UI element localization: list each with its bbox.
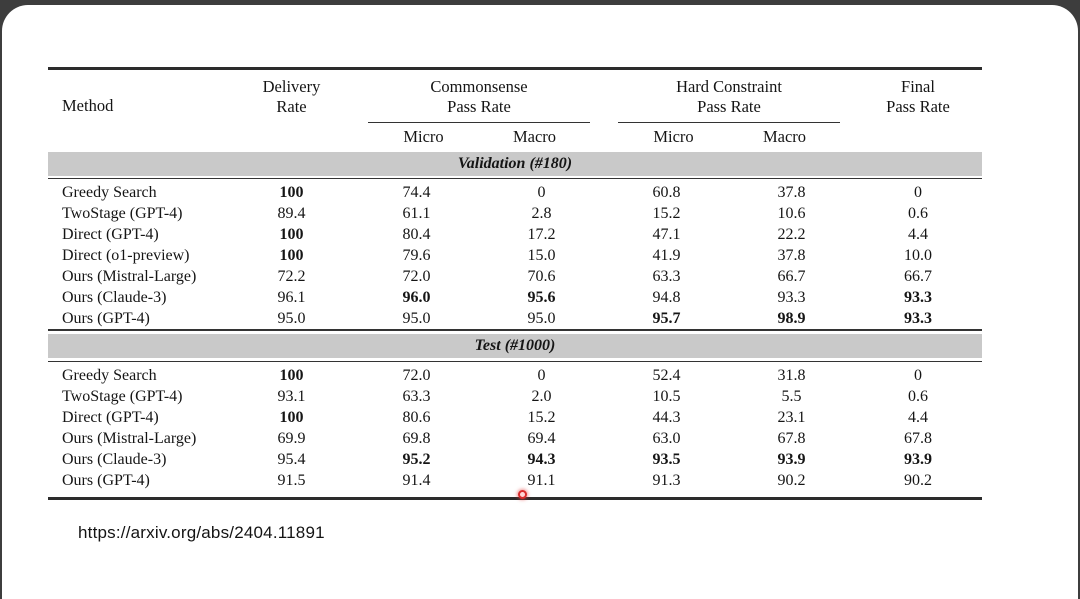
value-cell: 95.2 bbox=[402, 450, 431, 468]
value-cell: 4.4 bbox=[908, 226, 928, 243]
value-cell: 37.8 bbox=[777, 184, 806, 201]
table-row bbox=[48, 470, 982, 499]
method-cell: Ours (Mistral-Large) bbox=[62, 429, 197, 447]
value-cell: 60.8 bbox=[652, 184, 681, 201]
method-cell: Direct (GPT-4) bbox=[62, 226, 159, 243]
value-cell: 95.7 bbox=[652, 310, 681, 327]
table-header bbox=[48, 69, 982, 151]
subheader-commonsense bbox=[354, 119, 604, 151]
value-cell: 63.3 bbox=[402, 387, 431, 405]
value-cell: 93.9 bbox=[777, 450, 806, 468]
value-cell: 17.2 bbox=[527, 226, 556, 243]
value-cell: 0 bbox=[914, 366, 922, 384]
empty-header-cell bbox=[229, 119, 354, 151]
commonsense-line2: Pass Rate bbox=[447, 96, 511, 116]
results-table-wrapper bbox=[48, 67, 984, 500]
value-cell: 63.0 bbox=[652, 429, 681, 447]
empty-header-cell bbox=[48, 119, 229, 151]
value-cell: 94.8 bbox=[652, 289, 681, 306]
value-cell: 93.5 bbox=[652, 450, 681, 468]
arxiv-url: https://arxiv.org/abs/2404.11891 bbox=[78, 523, 325, 542]
value-cell: 95.0 bbox=[527, 310, 556, 327]
value-cell: 22.2 bbox=[777, 226, 806, 243]
value-cell: 91.5 bbox=[277, 471, 306, 489]
value-cell: 100 bbox=[279, 247, 304, 264]
hard-constraint-line2: Pass Rate bbox=[697, 96, 761, 116]
value-cell: 90.2 bbox=[777, 471, 806, 489]
value-cell: 72.0 bbox=[402, 366, 431, 384]
value-cell: 93.1 bbox=[277, 387, 306, 405]
value-cell: 91.4 bbox=[402, 471, 431, 489]
table-row bbox=[48, 179, 982, 204]
value-cell: 95.0 bbox=[402, 310, 431, 327]
value-cell: 96.0 bbox=[402, 289, 431, 306]
commonsense-line1: Commonsense bbox=[430, 76, 528, 96]
value-cell: 10.6 bbox=[777, 205, 806, 222]
value-cell: 44.3 bbox=[652, 408, 681, 426]
column-header-final-pass-rate bbox=[854, 69, 982, 119]
subheader-macro: Macro bbox=[762, 126, 807, 146]
value-cell: 67.8 bbox=[777, 429, 806, 447]
value-cell: 93.9 bbox=[904, 450, 932, 468]
value-cell: 95.0 bbox=[277, 310, 306, 327]
subheader-micro: Micro bbox=[653, 126, 694, 146]
value-cell: 90.2 bbox=[904, 471, 932, 489]
value-cell: 15.2 bbox=[527, 408, 556, 426]
value-cell: 93.3 bbox=[904, 289, 932, 306]
value-cell: 67.8 bbox=[904, 429, 932, 447]
cmidrule-hard-constraint bbox=[618, 122, 840, 147]
value-cell: 52.4 bbox=[652, 366, 681, 384]
value-cell: 70.6 bbox=[527, 268, 556, 285]
value-cell: 100 bbox=[279, 184, 304, 201]
value-cell: 10.0 bbox=[904, 247, 932, 264]
value-cell: 69.9 bbox=[277, 429, 306, 447]
section-title-validation: Validation (#180) bbox=[48, 151, 982, 177]
value-cell: 63.3 bbox=[652, 268, 681, 285]
value-cell: 80.6 bbox=[402, 408, 431, 426]
method-cell: TwoStage (GPT-4) bbox=[62, 387, 183, 405]
value-cell: 41.9 bbox=[652, 247, 681, 264]
value-cell: 93.3 bbox=[777, 289, 806, 306]
value-cell: 66.7 bbox=[904, 268, 932, 285]
slide-card bbox=[2, 5, 1078, 599]
table-row bbox=[48, 407, 982, 428]
table-row bbox=[48, 224, 982, 245]
value-cell: 93.3 bbox=[904, 310, 932, 327]
method-cell: Direct (GPT-4) bbox=[62, 408, 159, 426]
method-cell: Greedy Search bbox=[62, 366, 157, 384]
value-cell: 31.8 bbox=[777, 366, 806, 384]
value-cell: 15.2 bbox=[652, 205, 681, 222]
table-row bbox=[48, 361, 982, 386]
value-cell: 91.1 bbox=[527, 471, 556, 489]
results-table bbox=[48, 67, 982, 500]
column-header-delivery-rate bbox=[229, 69, 354, 119]
cmidrule-commonsense bbox=[368, 122, 590, 147]
value-cell: 69.8 bbox=[402, 429, 431, 447]
value-cell: 4.4 bbox=[908, 408, 928, 426]
table-row bbox=[48, 287, 982, 308]
value-cell: 61.1 bbox=[402, 205, 431, 222]
test-section bbox=[48, 330, 982, 498]
subheader-micro: Micro bbox=[403, 126, 444, 146]
value-cell: 100 bbox=[279, 366, 304, 384]
value-cell: 69.4 bbox=[527, 429, 556, 447]
value-cell: 0.6 bbox=[908, 205, 928, 222]
value-cell: 66.7 bbox=[777, 268, 806, 285]
method-cell: Greedy Search bbox=[62, 184, 157, 201]
table-row bbox=[48, 308, 982, 330]
method-cell: Ours (Claude-3) bbox=[62, 450, 167, 468]
hard-constraint-line1: Hard Constraint bbox=[676, 76, 782, 96]
method-cell: Direct (o1-preview) bbox=[62, 247, 190, 264]
value-cell: 37.8 bbox=[777, 247, 806, 264]
value-cell: 15.0 bbox=[527, 247, 556, 264]
value-cell: 96.1 bbox=[277, 289, 306, 306]
section-title-test: Test (#1000) bbox=[48, 333, 982, 359]
value-cell: 100 bbox=[279, 408, 304, 426]
value-cell: 74.4 bbox=[402, 184, 431, 201]
method-cell: Ours (GPT-4) bbox=[62, 310, 150, 327]
value-cell: 89.4 bbox=[277, 205, 306, 222]
validation-section bbox=[48, 151, 982, 331]
value-cell: 10.5 bbox=[652, 387, 681, 405]
value-cell: 72.0 bbox=[402, 268, 431, 285]
value-cell: 98.9 bbox=[777, 310, 806, 327]
value-cell: 95.6 bbox=[527, 289, 556, 306]
final-line1: Final bbox=[901, 76, 935, 96]
laser-pointer-dot bbox=[518, 490, 527, 499]
value-cell: 0 bbox=[537, 366, 546, 384]
value-cell: 72.2 bbox=[277, 268, 306, 285]
delivery-line2: Rate bbox=[276, 96, 307, 116]
empty-header-cell bbox=[854, 119, 982, 151]
value-cell: 0 bbox=[914, 184, 922, 201]
table-row bbox=[48, 449, 982, 470]
value-cell: 0 bbox=[537, 184, 546, 201]
value-cell: 95.4 bbox=[277, 450, 306, 468]
table-row bbox=[48, 386, 982, 407]
value-cell: 5.5 bbox=[781, 387, 802, 405]
table-row bbox=[48, 203, 982, 224]
value-cell: 100 bbox=[279, 226, 304, 243]
value-cell: 2.0 bbox=[531, 387, 552, 405]
table-row bbox=[48, 266, 982, 287]
value-cell: 2.8 bbox=[531, 205, 552, 222]
column-header-method: Method bbox=[62, 95, 114, 115]
value-cell: 0.6 bbox=[908, 387, 928, 405]
value-cell: 79.6 bbox=[402, 247, 431, 264]
value-cell: 47.1 bbox=[652, 226, 681, 243]
section-band bbox=[48, 333, 982, 359]
value-cell: 80.4 bbox=[402, 226, 431, 243]
method-cell: TwoStage (GPT-4) bbox=[62, 205, 183, 222]
column-group-commonsense bbox=[354, 69, 604, 119]
table-row bbox=[48, 428, 982, 449]
method-cell: Ours (Claude-3) bbox=[62, 289, 167, 306]
section-band bbox=[48, 151, 982, 177]
table-row bbox=[48, 245, 982, 266]
value-cell: 94.3 bbox=[527, 450, 556, 468]
subheader-hard-constraint bbox=[604, 119, 854, 151]
column-group-hard-constraint bbox=[604, 69, 854, 119]
value-cell: 91.3 bbox=[652, 471, 681, 489]
method-cell: Ours (GPT-4) bbox=[62, 471, 150, 489]
method-cell: Ours (Mistral-Large) bbox=[62, 268, 197, 285]
value-cell: 23.1 bbox=[777, 408, 806, 426]
delivery-line1: Delivery bbox=[262, 76, 321, 96]
subheader-macro: Macro bbox=[512, 126, 557, 146]
final-line2: Pass Rate bbox=[886, 96, 950, 116]
